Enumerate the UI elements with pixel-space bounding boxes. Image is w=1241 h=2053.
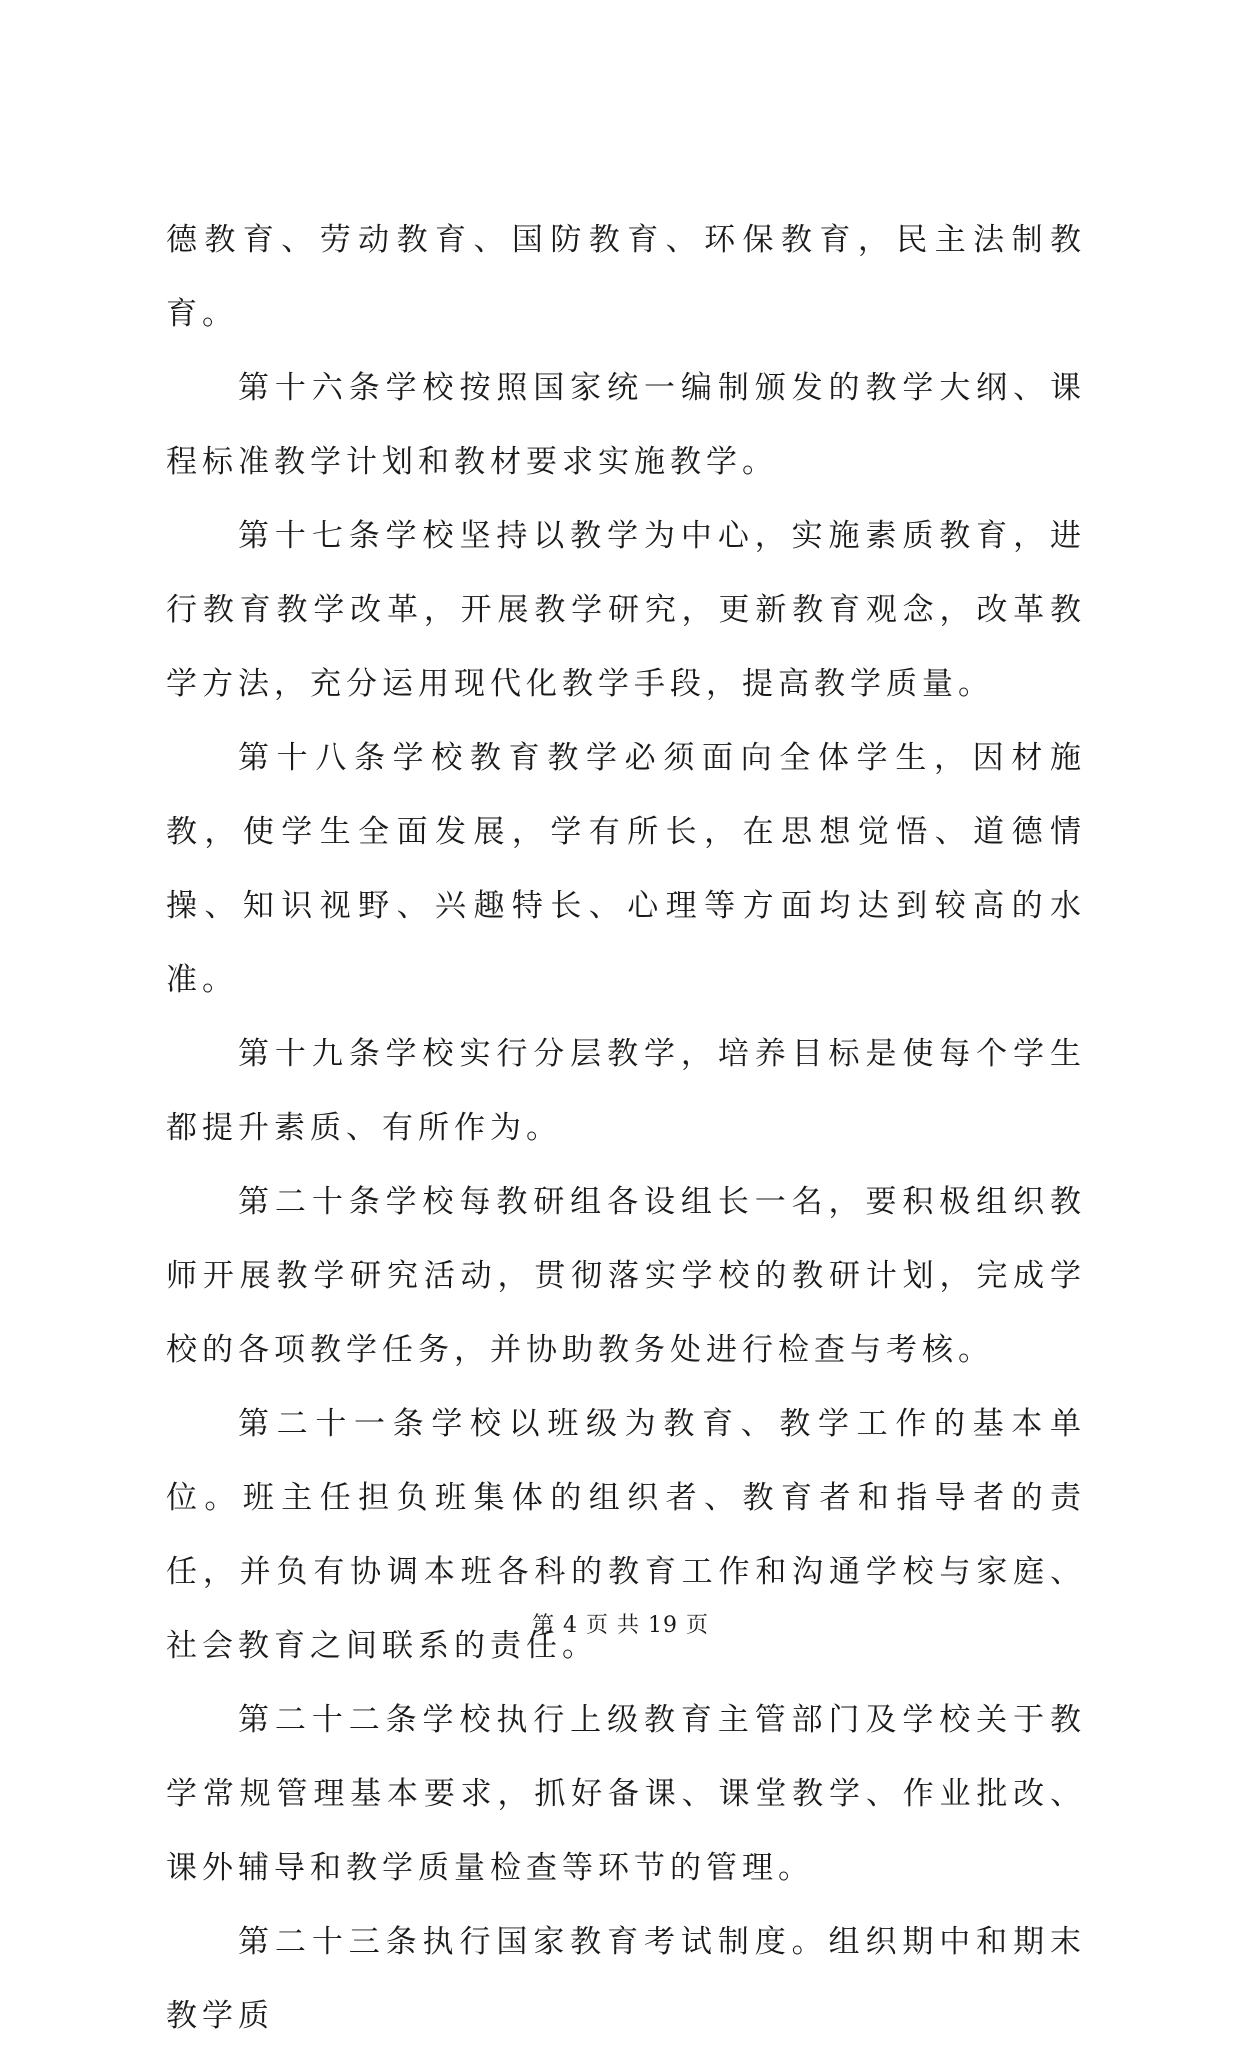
- article-20-paragraph: 第二十条学校每教研组各设组长一名，要积极组织教师开展教学研究活动，贯彻落实学校的教研计划，完成学校的各项教学任务，并协助教务处进行检查与考核。: [166, 1184, 1086, 1368]
- article-23-paragraph: 第二十三条执行国家教育考试制度。组织期中和期末教学质: [166, 1924, 1086, 2034]
- article-21-paragraph: 第二十一条学校以班级为教育、教学工作的基本单位。班主任担负班集体的组织者、教育者和指导者的责任，并负有协调本班各科的教育工作和沟通学校与家庭、社会教育之间联系的责任。: [166, 1406, 1086, 1664]
- document-body: [166, 203, 1086, 2053]
- article-18-paragraph: 第十八条学校教育教学必须面向全体学生，因材施教，使学生全面发展，学有所长，在思想觉悟、道德情操、知识视野、兴趣特长、心理等方面均达到较高的水准。: [166, 740, 1086, 998]
- paragraph-0: 德教育、劳动教育、国防教育、环保教育，民主法制教育。: [166, 222, 1086, 332]
- article-19-paragraph: 第十九条学校实行分层教学，培养目标是使每个学生都提升素质、有所作为。: [166, 1036, 1086, 1146]
- article-16-paragraph: 第十六条学校按照国家统一编制颁发的教学大纲、课程标准教学计划和教材要求实施教学。: [166, 370, 1086, 480]
- page-number-footer: 第 4 页 共 19 页: [532, 1613, 709, 1638]
- article-22-paragraph: 第二十二条学校执行上级教育主管部门及学校关于教学常规管理基本要求，抓好备课、课堂教学、作业批改、课外辅导和教学质量检查等环节的管理。: [166, 1702, 1086, 1886]
- article-17-paragraph: 第十七条学校坚持以教学为中心，实施素质教育，进行教育教学改革，开展教学研究，更新教育观念，改革教学方法，充分运用现代化教学手段，提高教学质量。: [166, 518, 1086, 702]
